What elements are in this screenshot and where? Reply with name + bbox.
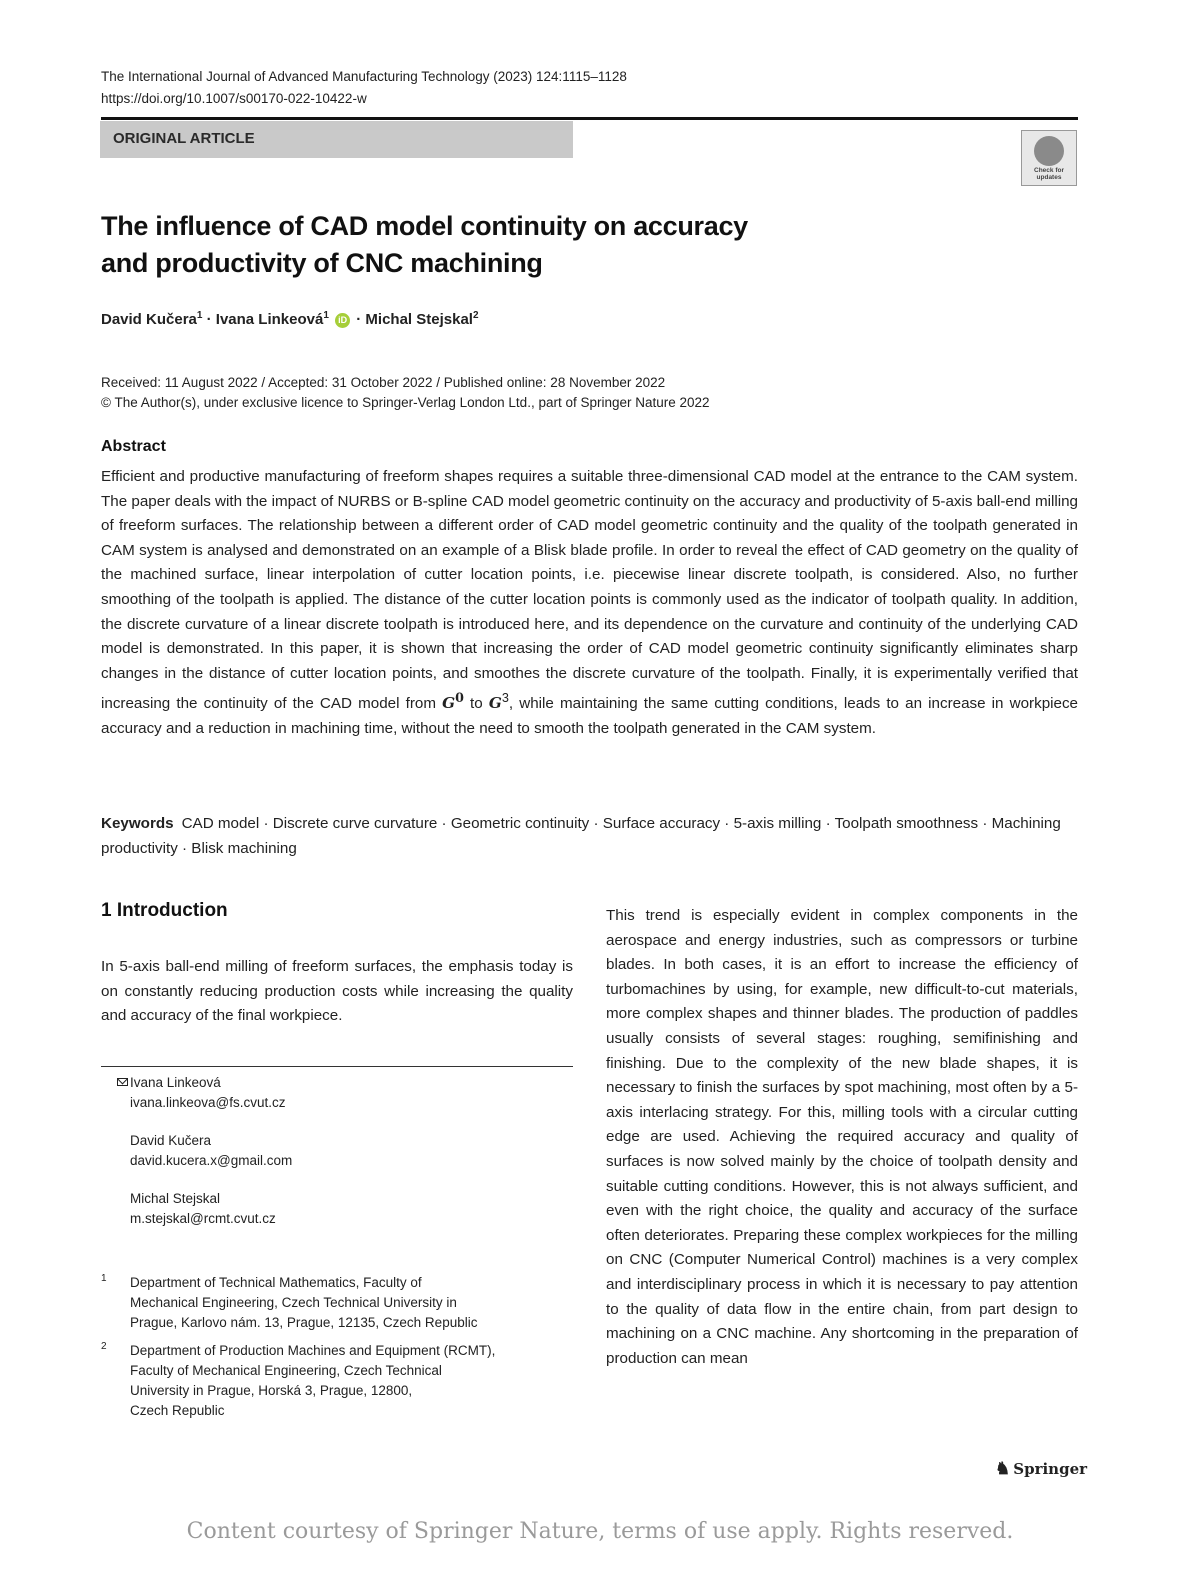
author-separator: · [206, 311, 212, 328]
g3-superscript: 3 [501, 691, 509, 706]
journal-header [101, 66, 627, 110]
contact-entry [130, 1189, 292, 1229]
author-separator: · [356, 311, 362, 328]
affiliation-line: Department of Technical Mathematics, Faculty of [130, 1275, 422, 1290]
section-heading-introduction: 1 Introduction [101, 900, 228, 921]
affiliation-line: Department of Production Machines and Equipment (RCMT), [130, 1343, 496, 1358]
envelope-icon [117, 1078, 128, 1086]
journal-citation: The International Journal of Advanced Manufacturing Technology (2023) 124:1115–1128 [101, 69, 627, 84]
title-line-2: and productivity of CNC machining [101, 248, 543, 278]
keywords-list: CAD model · Discrete curve curvature · Geometric continuity · Surface accuracy · 5-axis milling · Toolpath smoothness · Machining productivity · Blisk machining [101, 815, 1061, 857]
keywords-heading: Keywords [101, 815, 174, 832]
g3-symbol: G [488, 694, 502, 713]
author-affiliation-mark: 1 [196, 310, 203, 321]
abstract-to: to [463, 695, 489, 713]
author-name[interactable]: David Kučera [101, 311, 197, 328]
g0-symbol: G [442, 694, 456, 713]
affiliation-number: 1 [101, 1273, 107, 1284]
footnote-rule [101, 1066, 573, 1067]
orcid-icon[interactable]: iD [335, 313, 350, 328]
contact-name: David Kučera [130, 1133, 212, 1148]
check-for-updates-badge[interactable] [1021, 130, 1077, 186]
contact-email[interactable]: ivana.linkeova@fs.cvut.cz [130, 1095, 286, 1110]
article-type-banner: ORIGINAL ARTICLE [100, 121, 573, 158]
header-rule [101, 117, 1078, 120]
author-list [101, 310, 479, 328]
affiliation-line: Czech Republic [130, 1403, 225, 1418]
abstract-heading: Abstract [101, 438, 166, 455]
affiliation-line: University in Prague, Horská 3, Prague, 12800, [130, 1383, 413, 1398]
copyright-line: © The Author(s), under exclusive licence to Springer-Verlag London Ltd., part of Springer Nature 2022 [101, 395, 710, 410]
affiliation-line: Prague, Karlovo nám. 13, Prague, 12135, Czech Republic [130, 1315, 478, 1330]
keywords-block [101, 812, 1078, 861]
affiliation-line: Faculty of Mechanical Engineering, Czech Technical [130, 1363, 442, 1378]
footer-note: Content courtesy of Springer Nature, terms of use apply. Rights reserved. [186, 1519, 1014, 1544]
doi-link[interactable]: https://doi.org/10.1007/s00170-022-10422-w [101, 91, 367, 106]
intro-paragraph-left: In 5-axis ball-end milling of freeform surfaces, the emphasis today is on constantly reducing production costs while increasing the quality and accuracy of the final workpiece. [101, 958, 573, 1025]
update-icon [1034, 136, 1064, 166]
g0-superscript: 0 [455, 690, 464, 706]
affiliation-1 [101, 1273, 573, 1333]
contact-name: Michal Stejskal [130, 1191, 221, 1206]
check-updates-label: Check for updates [1034, 167, 1064, 181]
author-name[interactable]: Ivana Linkeová [215, 311, 324, 328]
article-title [101, 208, 901, 282]
springer-logo [995, 1459, 1087, 1479]
springer-horse-icon: ♞ [995, 1459, 1011, 1479]
intro-paragraph-right: This trend is especially evident in complex components in the aerospace and energy industries, such as compressors or turbine blades. In both cases, it is an effort to increase the efficiency of turbomachines by using, for example, new difficult-to-cut materials, more complex shapes and thinner blades. The production of paddles usually consists of several stages: roughing, semifinishing and finishing. Due to the complexity of the new blade shapes, it is necessary to finish the surfaces by spot machining, most often by a 5-axis interlacing strategy. For this, milling tools with a circular cutting edge are used. Achieving the required accuracy and quality of surfaces is now solved mainly by the choice of toolpath density and suitable cutting conditions. However, this is not always sufficient, and even with the right choice, the quality and accuracy of the surface often deteriorates. Preparing these complex workpieces for the milling on CNC (Computer Numerical Control) machines is a very complex and interdisciplinary process in which it is necessary to pay attention to the quality of data flow in the entire chain, from part design to machining on a CNC machine. Any shortcoming in the preparation of production can mean [606, 907, 1078, 1367]
abstract-text: Efficient and productive manufacturing of freeform shapes requires a suitable three-dimensional CAD model at the entrance to the CAM system. The paper deals with the impact of NURBS or B-spline CAD model geometric continuity on the accuracy and productivity of 5-axis ball-end milling of freeform surfaces. The relationship between a different order of CAD model geometric continuity and the quality of the toolpath generated in CAM system is analysed and demonstrated on an example of a Blisk blade profile. In order to reveal the effect of CAD geometry on the quality of the machined surface, linear interpolation of cutter location points, i.e. piecewise linear discrete toolpath, is considered. Also, no further smoothing of the toolpath is applied. The distance of the cutter location points is commonly used as the indicator of toolpath quality. In addition, the discrete curvature of a linear discrete toolpath is introduced here, and its dependence on the curvature and continuity of the underlying CAD model is demonstrated. In this paper, it is shown that increasing the order of CAD model geometric continuity significantly eliminates sharp changes in the distance of cutter location points, and smoothes the discrete curvature of the toolpath. Finally, it is experimentally verified that increasing the continuity of the CAD model from [101, 468, 1078, 713]
author-affiliation-mark: 1 [323, 310, 329, 321]
affiliation-2 [101, 1341, 573, 1421]
contact-entry [130, 1131, 292, 1171]
contact-email[interactable]: m.stejskal@rcmt.cvut.cz [130, 1211, 276, 1226]
author-affiliation-mark: 2 [472, 310, 479, 321]
affiliation-number: 2 [101, 1341, 107, 1352]
corresponding-contacts [101, 1073, 292, 1247]
author-name[interactable]: Michal Stejskal [365, 311, 473, 328]
contact-name: Ivana Linkeová [130, 1075, 221, 1090]
publisher-name: Springer [1013, 1460, 1088, 1478]
abstract-text-end: , while maintaining the same cutting conditions, leads to an increase in workpiece accuracy and a reduction in machining time, without the need to smooth the toolpath generated in the CAM system. [101, 695, 1079, 737]
publication-dates [101, 373, 710, 413]
abstract-body [101, 465, 1078, 742]
contact-email[interactable]: david.kucera.x@gmail.com [130, 1153, 293, 1168]
contact-entry [130, 1073, 292, 1113]
affiliation-line: Mechanical Engineering, Czech Technical University in [130, 1295, 457, 1310]
title-line-1: The influence of CAD model continuity on accuracy [101, 211, 748, 241]
received-dates: Received: 11 August 2022 / Accepted: 31 October 2022 / Published online: 28 November 2022 [101, 375, 666, 390]
